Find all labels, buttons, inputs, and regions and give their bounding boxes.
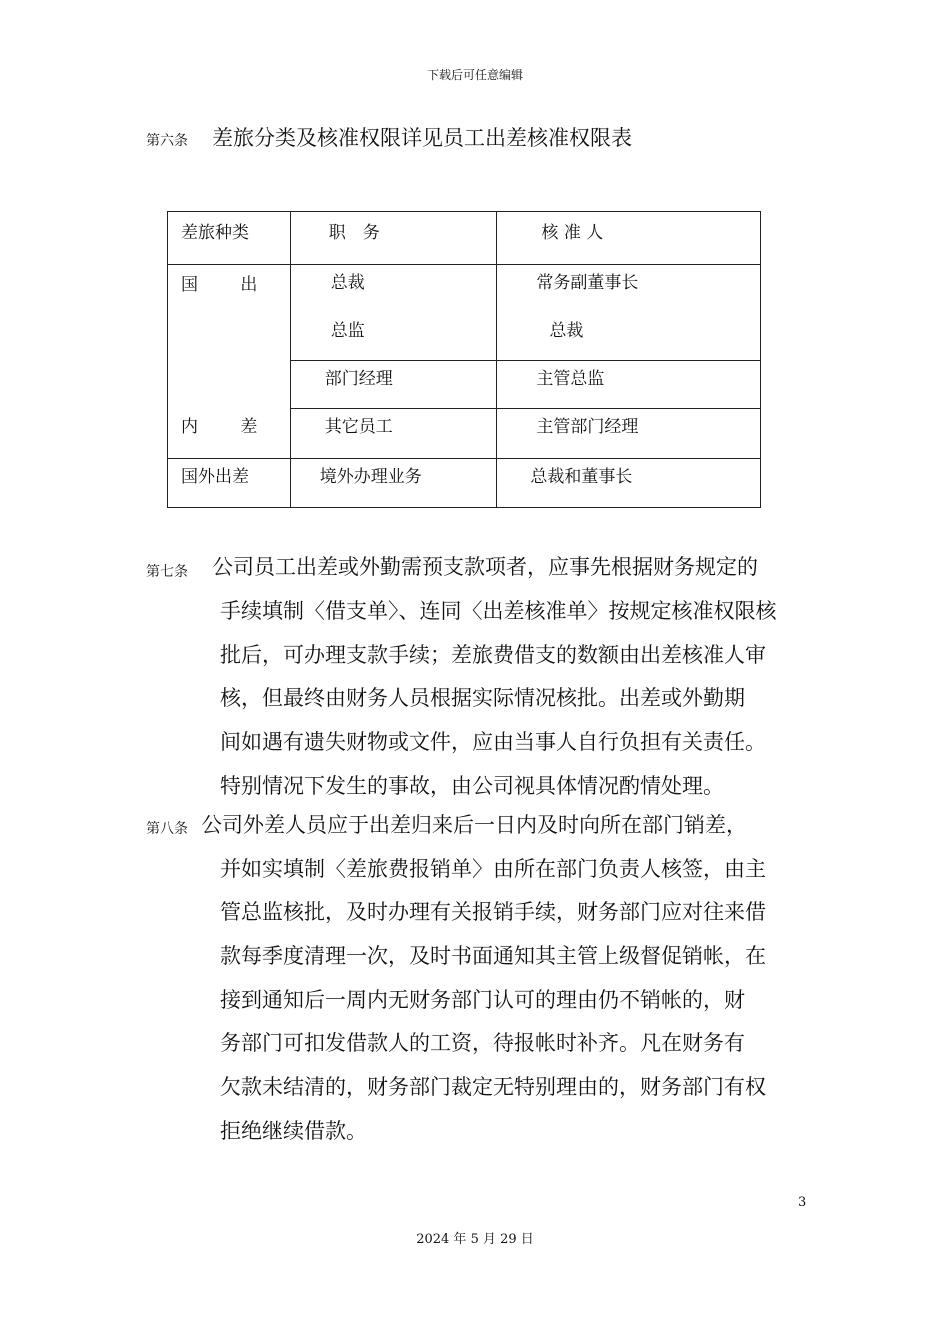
position-cell: 其它员工 — [324, 417, 393, 437]
table-header-row — [168, 212, 761, 265]
foreign-category-cell: 国外出差 — [181, 467, 249, 487]
approver-cell: 主管总监 — [536, 369, 605, 389]
domestic-label-char: 出 — [240, 275, 258, 295]
approval-authority-table — [167, 211, 761, 508]
article-8-line: 公司外差人员应于出差归来后一日内及时向所在部门销差， — [201, 813, 747, 837]
table-row — [168, 265, 761, 361]
article-8-line: 管总监核批，及时办理有关报销手续，财务部门应对往来借 — [220, 900, 766, 924]
position-cell: 总裁 — [330, 273, 365, 293]
header-position: 职 务 — [328, 223, 380, 243]
article-8-line: 款每季度清理一次，及时书面通知其主管上级督促销帐，在 — [220, 944, 766, 968]
domestic-label-char: 内 — [181, 417, 198, 437]
article-7-label: 第七条 — [146, 564, 188, 580]
header-category: 差旅种类 — [181, 223, 249, 243]
article-8-line: 并如实填制〈差旅费报销单〉由所在部门负责人核签，由主 — [220, 857, 766, 881]
header-approver: 核 准 人 — [541, 223, 604, 243]
approver-cell: 总裁 — [549, 321, 584, 341]
page-header-note: 下载后可任意编辑 — [426, 68, 523, 82]
domestic-label-char: 国 — [181, 275, 198, 295]
article-7-line: 手续填制〈借支单〉、连同〈出差核准单〉按规定核准权限核 — [220, 599, 777, 623]
article-8-line: 拒绝继续借款。 — [220, 1119, 367, 1143]
article-7-line: 特别情况下发生的事故，由公司视具体情况酌情处理。 — [220, 774, 724, 798]
position-cell: 总监 — [330, 321, 365, 341]
approver-cell: 主管部门经理 — [536, 417, 639, 437]
article-8-line: 务部门可扣发借款人的工资，待报帐时补齐。凡在财务有 — [220, 1031, 745, 1055]
article-7-line: 批后，可办理支款手续；差旅费借支的数额由出差核准人审 — [220, 643, 766, 667]
table-row — [168, 459, 761, 508]
approver-cell: 常务副董事长 — [536, 273, 639, 293]
article-6-heading — [146, 122, 632, 152]
article-7-line: 核，但最终由财务人员根据实际情况核批。出差或外勤期 — [220, 686, 745, 710]
article-8-line: 接到通知后一周内无财务部门认可的理由仍不销帐的，财 — [220, 988, 745, 1012]
page-number: 3 — [798, 1195, 807, 1210]
position-cell: 境外办理业务 — [319, 467, 422, 487]
approver-cell: 总裁和董事长 — [530, 467, 633, 487]
article-8-line: 欠款未结清的，财务部门裁定无特别理由的，财务部门有权 — [220, 1075, 766, 1099]
article-7-line: 公司员工出差或外勤需预支款项者，应事先根据财务规定的 — [212, 555, 758, 579]
position-cell: 部门经理 — [324, 369, 393, 389]
article-6-text: 差旅分类及核准权限详见员工出差核准权限表 — [212, 126, 632, 150]
article-6-label: 第六条 — [146, 133, 188, 149]
domestic-label-char: 差 — [240, 417, 258, 437]
article-8-label: 第八条 — [146, 821, 188, 837]
footer-date: 2024 年 5 月 29 日 — [416, 1232, 534, 1247]
article-7-line: 间如遇有遗失财物或文件，应由当事人自行负担有关责任。 — [220, 730, 766, 754]
